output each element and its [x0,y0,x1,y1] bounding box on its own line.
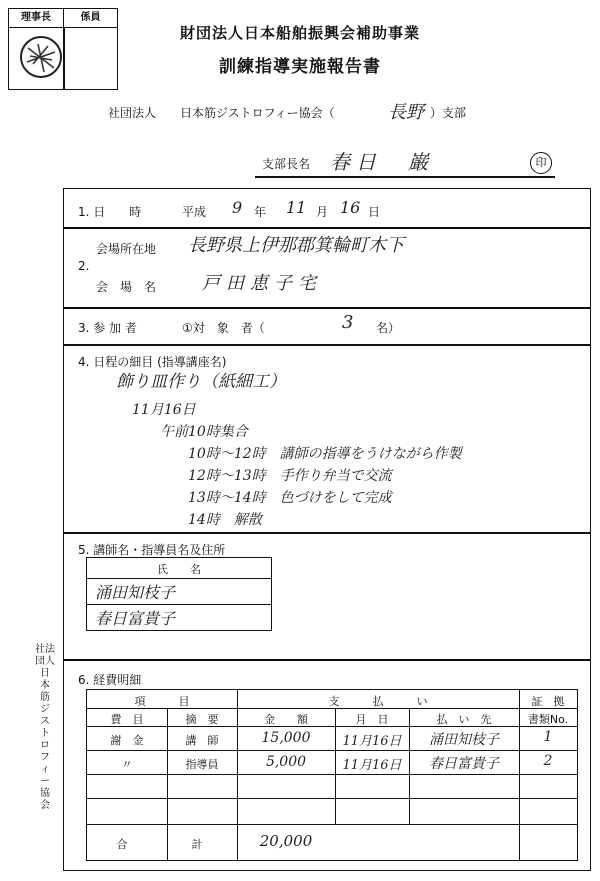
report-subtitle: 財団法人日本船舶振興会補助事業 [179,24,420,42]
venue-label: 会 場 名 [96,280,157,294]
total-amount: 20,000 [259,832,313,850]
seal-stamp-icon [18,34,64,80]
instructor-table [86,557,272,631]
participants-item: ①対 象 者（ [182,321,265,335]
address-value: 長野県上伊那郡箕輪町木下 [188,235,404,256]
org-name: 日本筋ジストロフィー協会（ [180,106,335,120]
expense-docno: 1 [543,729,553,745]
course-name: 飾り皿作り（紙細工） [116,372,286,392]
org-suffix: ）支部 [430,106,467,120]
branch-head-label: 支部長名 [262,157,311,171]
header-payment: 支 払 い [328,695,428,708]
expense-desc: 指導員 [185,758,219,771]
instructor-col-header: 氏 名 [157,563,201,576]
header-proof: 証 拠 [531,695,565,708]
total-label: 計 [191,838,203,851]
schedule-date: 11月16日 [132,402,196,418]
header-expense: 費 目 [110,713,144,726]
expense-desc: 講 師 [185,734,219,747]
report-title: 訓練指導実施報告書 [219,57,381,77]
branch-name: 長野 [388,102,424,123]
address-label: 会場所在地 [96,242,157,256]
header-amount: 金 額 [264,713,308,726]
participants-unit: 名） [376,321,401,335]
report-form [63,188,591,871]
staff-label: 係員 [64,9,117,28]
header-payee: 払 い 先 [436,713,492,726]
schedule-item: 10時〜12時 講師の指導をうけながら作製 [188,446,462,462]
section2-number: 2. [78,259,90,273]
day-value: 16 [340,198,361,217]
expense-payee: 涌田知枝子 [429,732,499,748]
expense-amount: 5,000 [265,754,307,770]
month-unit: 月 [316,205,329,219]
venue-value: 戸田恵子宅 [202,273,322,294]
schedule-item: 13時〜14時 色づけをして完成 [188,490,392,506]
total-label: 合 [116,838,128,851]
instructor-name: 涌田知枝子 [95,583,176,602]
expense-amount: 15,000 [261,730,311,746]
expense-type: 〃 [121,758,133,771]
month-value: 11 [286,198,307,217]
approval-stamp-box [8,8,118,90]
side-org-label: 社法 団人 日 本 筋 ジ ス ト ロ フ ィ ー 協 会 [35,644,55,811]
expense-date: 11月16日 [342,758,402,773]
org-prefix: 社団法人 [108,106,157,120]
schedule-label: 4. 日程の細目 (指導講座名) [78,355,227,369]
expense-payee: 春日富貴子 [429,756,499,772]
seal-mark: 印 [530,152,552,174]
chairman-label: 理事長 [9,9,64,28]
year-unit: 年 [254,205,267,219]
expense-docno: 2 [543,753,553,769]
branch-head-name: 春日 巌 [330,150,434,174]
participants-label: 3. 参 加 者 [78,321,137,335]
header-item: 項 目 [134,695,190,708]
participants-count: 3 [342,312,354,333]
header-date: 月 日 [355,713,389,726]
expenses-table [86,689,578,861]
day-unit: 日 [368,205,381,219]
schedule-item: 12時〜13時 手作り弁当で交流 [188,468,392,484]
year-value: 9 [232,198,243,217]
branch-head-underline [255,176,555,178]
era-label: 平成 [182,205,207,219]
expense-type: 謝 金 [110,734,144,747]
instructor-name: 春日富貴子 [95,609,176,628]
expenses-label: 6. 経費明細 [78,673,142,687]
instructor-label: 5. 講師名・指導員名及住所 [78,543,226,557]
schedule-item: 14時 解散 [188,512,262,528]
header-docno: 書類No. [527,713,569,726]
expense-date: 11月16日 [342,734,402,749]
schedule-item: 午前10時集合 [160,424,248,440]
date-label: 1. 日 時 [78,205,142,219]
header-desc: 摘 要 [185,713,219,726]
